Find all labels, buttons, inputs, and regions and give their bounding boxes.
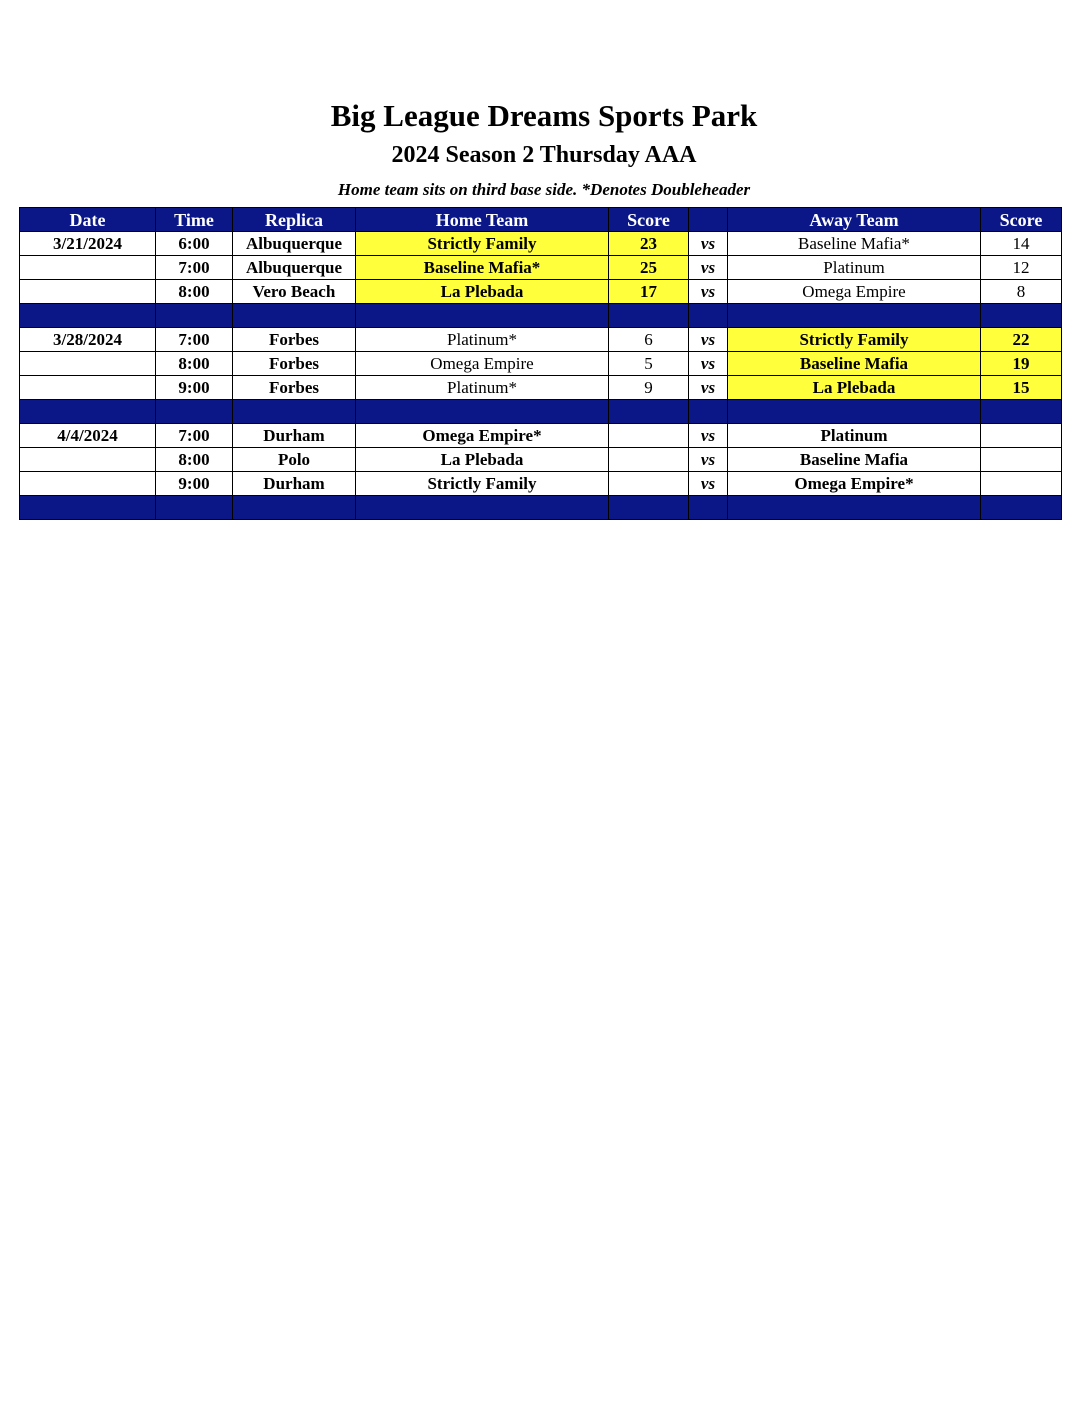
away-score-cell: [981, 424, 1062, 448]
col-header-away-score: Score: [981, 208, 1062, 232]
home-team-cell: Strictly Family: [356, 232, 609, 256]
separator-cell: [728, 304, 981, 328]
replica-cell: Vero Beach: [233, 280, 356, 304]
replica-cell: Forbes: [233, 376, 356, 400]
separator-cell: [20, 304, 156, 328]
date-cell: [20, 352, 156, 376]
col-header-away-team: Away Team: [728, 208, 981, 232]
separator-cell: [689, 400, 728, 424]
home-team-cell: Omega Empire*: [356, 424, 609, 448]
date-cell: [20, 376, 156, 400]
away-team-cell: Platinum: [728, 424, 981, 448]
col-header-home-team: Home Team: [356, 208, 609, 232]
table-row: [20, 232, 1062, 256]
table-row: [20, 448, 1062, 472]
home-score-cell: 5: [609, 352, 689, 376]
date-cell: 4/4/2024: [20, 424, 156, 448]
vs-cell: vs: [689, 448, 728, 472]
table-row: [20, 424, 1062, 448]
home-team-cell: Platinum*: [356, 376, 609, 400]
table-row: [20, 376, 1062, 400]
date-cell: [20, 280, 156, 304]
replica-cell: Albuquerque: [233, 256, 356, 280]
home-score-cell: 23: [609, 232, 689, 256]
page-title: Big League Dreams Sports Park: [330, 98, 758, 133]
home-score-cell: [609, 448, 689, 472]
away-score-cell: 22: [981, 328, 1062, 352]
home-team-cell: Omega Empire: [356, 352, 609, 376]
separator-cell: [356, 400, 609, 424]
separator-cell: [609, 304, 689, 328]
replica-cell: Albuquerque: [233, 232, 356, 256]
schedule-table: [19, 207, 1062, 520]
home-score-cell: 6: [609, 328, 689, 352]
replica-cell: Forbes: [233, 328, 356, 352]
away-score-cell: 19: [981, 352, 1062, 376]
separator-row: [20, 400, 1062, 424]
separator-cell: [233, 304, 356, 328]
separator-cell: [728, 400, 981, 424]
separator-cell: [609, 496, 689, 520]
home-team-cell: Baseline Mafia*: [356, 256, 609, 280]
schedule-body: [20, 232, 1062, 520]
separator-cell: [156, 304, 233, 328]
vs-cell: vs: [689, 232, 728, 256]
home-score-cell: 9: [609, 376, 689, 400]
vs-cell: vs: [689, 376, 728, 400]
away-team-cell: Omega Empire*: [728, 472, 981, 496]
col-header-home-score: Score: [609, 208, 689, 232]
col-header-time: Time: [156, 208, 233, 232]
table-header-row: [20, 208, 1062, 232]
separator-cell: [689, 496, 728, 520]
separator-cell: [356, 304, 609, 328]
col-header-vs: [689, 208, 728, 232]
away-team-cell: Baseline Mafia*: [728, 232, 981, 256]
home-score-cell: [609, 424, 689, 448]
time-cell: 8:00: [156, 352, 233, 376]
vs-cell: vs: [689, 424, 728, 448]
separator-cell: [156, 496, 233, 520]
time-cell: 7:00: [156, 424, 233, 448]
away-team-cell: Baseline Mafia: [728, 352, 981, 376]
table-row: [20, 472, 1062, 496]
separator-cell: [981, 400, 1062, 424]
away-team-cell: Strictly Family: [728, 328, 981, 352]
separator-cell: [20, 400, 156, 424]
time-cell: 6:00: [156, 232, 233, 256]
home-team-cell: Strictly Family: [356, 472, 609, 496]
separator-cell: [156, 400, 233, 424]
separator-cell: [981, 304, 1062, 328]
separator-cell: [689, 304, 728, 328]
home-team-cell: La Plebada: [356, 448, 609, 472]
home-score-cell: 25: [609, 256, 689, 280]
time-cell: 8:00: [156, 448, 233, 472]
vs-cell: vs: [689, 328, 728, 352]
home-score-cell: [609, 472, 689, 496]
vs-cell: vs: [689, 472, 728, 496]
away-score-cell: [981, 472, 1062, 496]
col-header-replica: Replica: [233, 208, 356, 232]
separator-cell: [233, 496, 356, 520]
separator-cell: [728, 496, 981, 520]
time-cell: 7:00: [156, 328, 233, 352]
table-row: [20, 352, 1062, 376]
replica-cell: Polo: [233, 448, 356, 472]
date-cell: [20, 472, 156, 496]
vs-cell: vs: [689, 280, 728, 304]
home-team-cell: La Plebada: [356, 280, 609, 304]
away-team-cell: Baseline Mafia: [728, 448, 981, 472]
vs-cell: vs: [689, 352, 728, 376]
replica-cell: Durham: [233, 472, 356, 496]
separator-cell: [233, 400, 356, 424]
date-cell: [20, 448, 156, 472]
separator-cell: [609, 400, 689, 424]
table-row: [20, 280, 1062, 304]
date-cell: 3/21/2024: [20, 232, 156, 256]
away-team-cell: Platinum: [728, 256, 981, 280]
table-row: [20, 256, 1062, 280]
separator-row: [20, 496, 1062, 520]
home-score-cell: 17: [609, 280, 689, 304]
date-cell: [20, 256, 156, 280]
separator-row: [20, 304, 1062, 328]
away-score-cell: 8: [981, 280, 1062, 304]
away-score-cell: 14: [981, 232, 1062, 256]
separator-cell: [981, 496, 1062, 520]
away-team-cell: La Plebada: [728, 376, 981, 400]
page-subtitle: 2024 Season 2 Thursday AAA: [391, 142, 697, 168]
time-cell: 8:00: [156, 280, 233, 304]
schedule-note: Home team sits on third base side. *Denotes Doubleheader: [337, 180, 751, 199]
vs-cell: vs: [689, 256, 728, 280]
away-team-cell: Omega Empire: [728, 280, 981, 304]
away-score-cell: [981, 448, 1062, 472]
separator-cell: [356, 496, 609, 520]
table-row: [20, 328, 1062, 352]
away-score-cell: 12: [981, 256, 1062, 280]
home-team-cell: Platinum*: [356, 328, 609, 352]
separator-cell: [20, 496, 156, 520]
time-cell: 9:00: [156, 472, 233, 496]
col-header-date: Date: [20, 208, 156, 232]
away-score-cell: 15: [981, 376, 1062, 400]
replica-cell: Durham: [233, 424, 356, 448]
time-cell: 9:00: [156, 376, 233, 400]
date-cell: 3/28/2024: [20, 328, 156, 352]
replica-cell: Forbes: [233, 352, 356, 376]
time-cell: 7:00: [156, 256, 233, 280]
